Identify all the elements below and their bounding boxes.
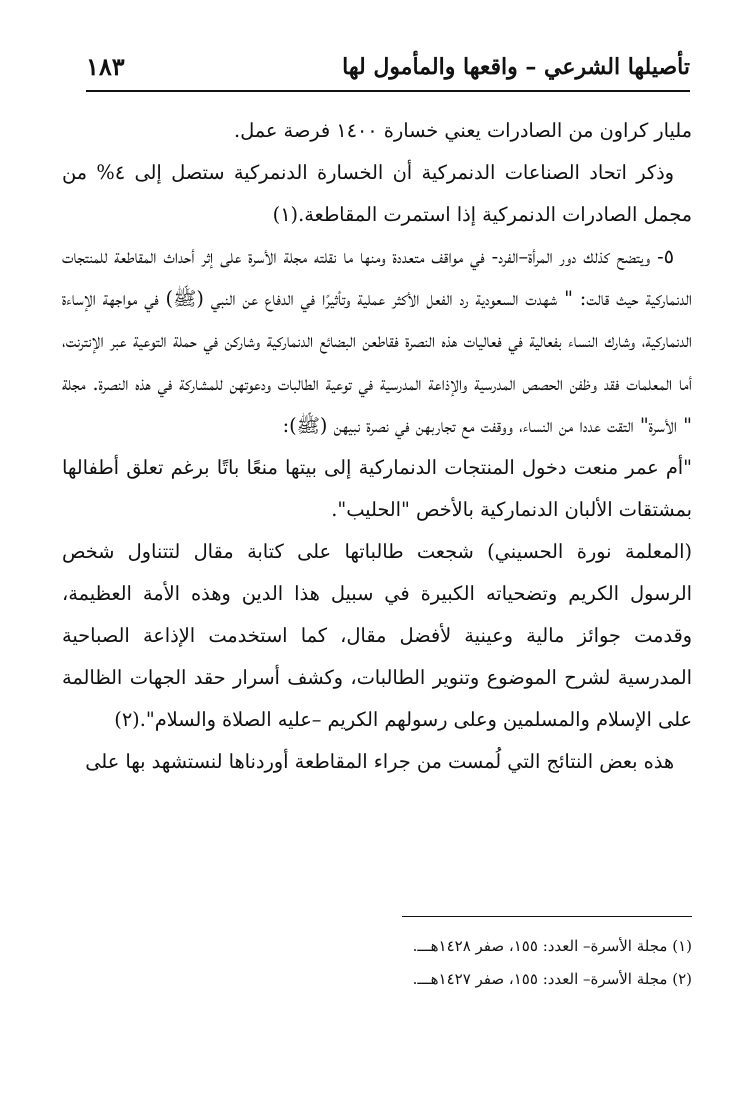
paragraph: (المعلمة نورة الحسيني) شجعت طالباتها على كتابة مقال لتتناول شخص الرسول الكريم وتضحياته الكبيرة في سبيل هذا الدين وهذه الأمة العظيمة، وقدمت جوائز مالية وعينية لأفضل مقال، كما استخدمت الإذاعة الصباحية المدرسية لشرح الموضوع وتنوير الطالبات، وكشف أسرار حقد الجهات الظالمة على الإسلام والمسلمين وعلى رسولهم الكريم –عليه الصلاة والسلام".(٢) — [62, 539, 692, 732]
footnote-divider — [402, 916, 692, 917]
paragraph: مليار كراون من الصادرات يعني خسارة ١٤٠٠ فرصة عمل. — [234, 119, 692, 142]
footnotes — [62, 930, 692, 996]
page-number: ١٨٣ — [86, 52, 125, 81]
paragraph: "أم عمر منعت دخول المنتجات الدنماركية إلى بيتها منعًا باتًا برغم تعلق أطفالها بمشتقات الألبان الدنماركية بالأخص "الحليب". — [62, 455, 692, 521]
footnote: (١) مجلة الأسرة– العدد: ١٥٥، صفر ١٤٢٨هـــ. — [412, 937, 692, 955]
header-title: تأصيلها الشرعي – واقعها والمأمول لها — [342, 54, 690, 80]
paragraph: وذكر اتحاد الصناعات الدنمركية أن الخسارة الدنمركية ستصل إلى ٤% من مجمل الصادرات الدنمركية إذا استمرت المقاطعة.(١) — [62, 161, 692, 227]
body-text — [62, 110, 692, 784]
footnote: (٢) مجلة الأسرة– العدد: ١٥٥، صفر ١٤٢٧هـــ. — [412, 970, 692, 988]
running-header — [86, 52, 690, 92]
paragraph: هذه بعض النتائج التي لُمست من جراء المقاطعة أوردناها لنستشهد بها على — [85, 750, 674, 774]
paragraph: ٥- ويتضح كذلك دور المرأة–الفرد- في مواقف متعددة ومنها ما نقلته مجلة الأسرة على إثر أحداث المقاطعة للمنتجات الدنماركية حيث قالت: " شهدت السعودية رد الفعل الأكثر عملية وتأثيرًا في الدفاع عن النبي (ﷺ) في مواجهة الإساءة الدنماركية، وشارك النساء بفعالية في فعاليات هذه النصرة فقاطعن البضائع الدنماركية وشاركن في حملة التوعية عبر الإنترنت، أما المعلمات فقد وظفن الحصص المدرسية والإذاعة المدرسية في توعية الطالبات ودعوتهن للمشاركة في هذه النصرة. مجلة " الأسرة" التقت عددا من النساء، ووقفت مع تجاربهن في نصرة نبيهن (ﷺ): — [62, 245, 692, 437]
